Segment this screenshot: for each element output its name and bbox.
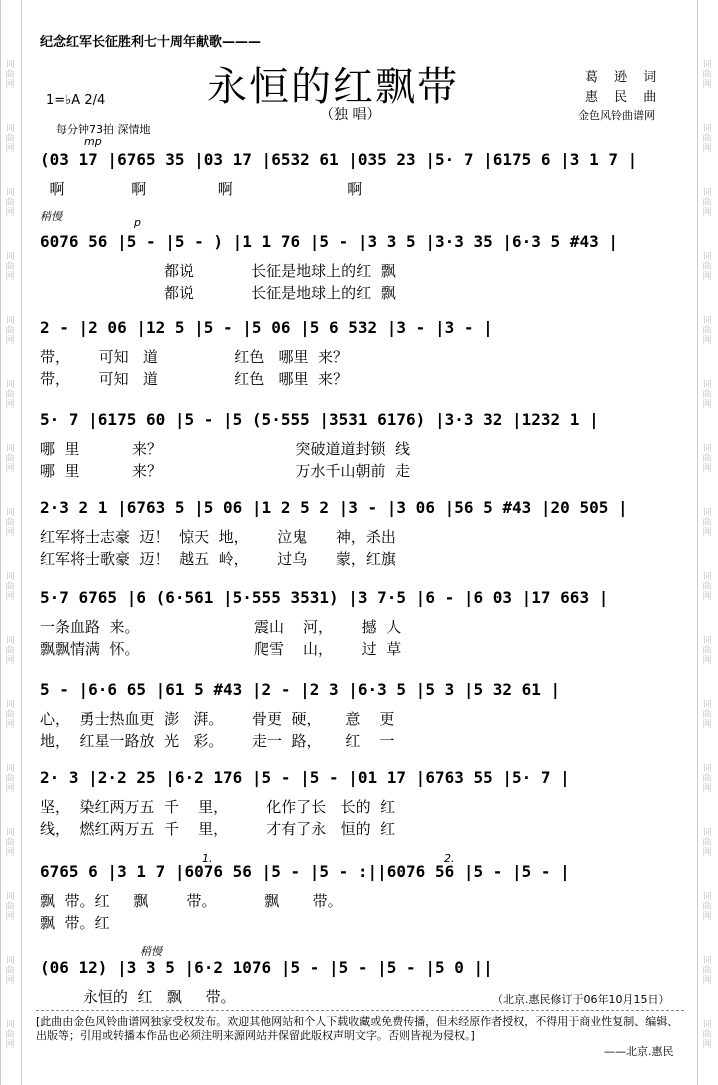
tempo-slow-1: 稍慢	[40, 210, 62, 223]
watermark-text: 词曲网	[5, 700, 15, 730]
notation-line: 2· 3 |2·2 25 |6·2 176 |5 - |5 - |01 17 |6763 55 |5· 7 |	[40, 768, 570, 787]
watermark-text: 词曲网	[702, 60, 712, 90]
notation-line: 6076 56 |5 - |5 - ) |1 1 76 |5 - |3 3 5 |3·3 35 |6·3 5 #43 |	[40, 232, 618, 251]
notation-line: 2·3 2 1 |6763 5 |5 06 |1 2 5 2 |3 - |3 06 |56 5 #43 |20 505 |	[40, 498, 628, 517]
tempo-marking: 每分钟73拍 深情地	[56, 123, 151, 136]
volta-1: 1.	[202, 852, 213, 865]
lyricist-credit: 葛 逊 词	[585, 70, 663, 85]
notation-line: 5· 7 |6175 60 |5 - |5 (5·555 |3531 6176) |3·3 32 |1232 1 |	[40, 410, 599, 429]
notation-line: (03 17 |6765 35 |03 17 |6532 61 |035 23 |5· 7 |6175 6 |3 1 7 |	[40, 150, 638, 169]
lyric-line-1: 啊 啊 啊 啊	[40, 180, 363, 198]
watermark-text: 词曲网	[5, 764, 15, 794]
watermark-text: 词曲网	[5, 508, 15, 538]
notation-line: 6765 6 |3 1 7 |6076 56 |5 - |5 - :||6076 56 |5 - |5 - |	[40, 862, 570, 881]
watermark-text: 词曲网	[5, 892, 15, 922]
watermark-text: 词曲网	[5, 956, 15, 986]
watermark-text: 词曲网	[702, 508, 712, 538]
performance-type: （独 唱）	[320, 107, 381, 123]
lyric-line-1: 心， 勇士热血更 澎 湃。 骨更 硬， 意 更	[40, 710, 395, 728]
watermark-text: 词曲网	[702, 124, 712, 154]
watermark-text: 词曲网	[5, 1020, 15, 1050]
left-border	[0, 0, 22, 1085]
right-border	[697, 0, 718, 1085]
site-credit: 金色风铃曲谱网	[578, 109, 655, 122]
watermark-text: 词曲网	[702, 892, 712, 922]
watermark-text: 词曲网	[5, 60, 15, 90]
notation-line: 5 - |6·6 65 |61 5 #43 |2 - |2 3 |6·3 5 |5 3 |5 32 61 |	[40, 680, 561, 699]
watermark-text: 词曲网	[5, 124, 15, 154]
copyright-notice: [此曲由金色风铃曲谱网独家受权发布。欢迎其他网站和个人下载收藏或免费传播，但未经原作者授权，不得用于商业性复制、编辑、出版等；引用或转播本作品也必须注明来源网站并保留此版权声明文字。否则皆视为侵权。]	[36, 1015, 679, 1042]
footer-divider	[36, 1010, 684, 1011]
volta-2: 2.	[444, 852, 455, 865]
lyric-line-2: 都说 长征是地球上的红 飘	[40, 284, 396, 302]
lyric-line-1: 永恒的 红 飘 带。	[40, 988, 236, 1006]
watermark-text: 词曲网	[5, 380, 15, 410]
lyric-line-2: 飘 带。红	[40, 914, 110, 932]
watermark-text: 词曲网	[702, 700, 712, 730]
watermark-text: 词曲网	[702, 188, 712, 218]
song-title: 永恒的红飘带	[207, 64, 459, 110]
watermark-text: 词曲网	[5, 252, 15, 282]
copyright-signature: ——北京.惠民	[604, 1045, 674, 1058]
dedication-header: 纪念红军长征胜利七十周年献歌———	[40, 35, 262, 50]
watermark-text: 词曲网	[5, 636, 15, 666]
lyric-line-2: 飘飘情满 怀。 爬雪 山， 过 草	[40, 640, 402, 658]
lyric-line-1: 带， 可知 道 红色 哪里 来？	[40, 348, 349, 366]
watermark-text: 词曲网	[702, 252, 712, 282]
watermark-text: 词曲网	[5, 316, 15, 346]
lyric-line-1: 飘 带。红 飘 带。 飘 带。	[40, 892, 343, 910]
notation-line: (06 12) |3 3 5 |6·2 1076 |5 - |5 - |5 - |5 0 ||	[40, 958, 493, 977]
tempo-slow-2: 稍慢	[140, 945, 162, 958]
watermark-text: 词曲网	[5, 444, 15, 474]
lyric-line-2: 地， 红星一路放 光 彩。 走一 路， 红 一	[40, 732, 395, 750]
watermark-text: 词曲网	[702, 572, 712, 602]
lyric-line-2: 带， 可知 道 红色 哪里 来？	[40, 370, 349, 388]
notation-line: 2 - |2 06 |12 5 |5 - |5 06 |5 6 532 |3 - |3 - |	[40, 318, 493, 337]
watermark-text: 词曲网	[5, 188, 15, 218]
watermark-text: 词曲网	[702, 444, 712, 474]
lyric-line-1: 都说 长征是地球上的红 飘	[40, 262, 396, 280]
watermark-text: 词曲网	[5, 572, 15, 602]
watermark-text: 词曲网	[702, 380, 712, 410]
watermark-text: 词曲网	[702, 764, 712, 794]
dynamic-p: p	[134, 216, 141, 229]
composer-credit: 惠 民 曲	[585, 90, 663, 105]
revision-date: （北京.惠民修订于06年10月15日）	[492, 993, 670, 1006]
lyric-line-1: 哪 里 来？ 突破道道封锁 线	[40, 440, 411, 458]
watermark-text: 词曲网	[702, 636, 712, 666]
notation-line: 5·7 6765 |6 (6·561 |5·555 3531) |3 7·5 |6 - |6 03 |17 663 |	[40, 588, 609, 607]
dynamic-mp-1: mp	[84, 135, 102, 148]
lyric-line-2: 线， 燃红两万五 千 里， 才有了永 恒的 红	[40, 820, 396, 838]
key-signature: 1=♭A 2/4	[46, 93, 106, 108]
lyric-line-2: 哪 里 来？ 万水千山朝前 走	[40, 462, 411, 480]
lyric-line-1: 一条血路 来。 震山 河， 撼 人	[40, 618, 402, 636]
watermark-text: 词曲网	[5, 828, 15, 858]
lyric-line-1: 坚， 染红两万五 千 里， 化作了长 长的 红	[40, 798, 396, 816]
watermark-text: 词曲网	[702, 1020, 712, 1050]
watermark-text: 词曲网	[702, 828, 712, 858]
watermark-text: 词曲网	[702, 316, 712, 346]
lyric-line-2: 红军将士歌豪 迈！ 越五 岭， 过乌 蒙，红旗	[40, 550, 396, 568]
watermark-text: 词曲网	[702, 956, 712, 986]
lyric-line-1: 红军将士志豪 迈！ 惊天 地， 泣鬼 神，杀出	[40, 528, 396, 546]
